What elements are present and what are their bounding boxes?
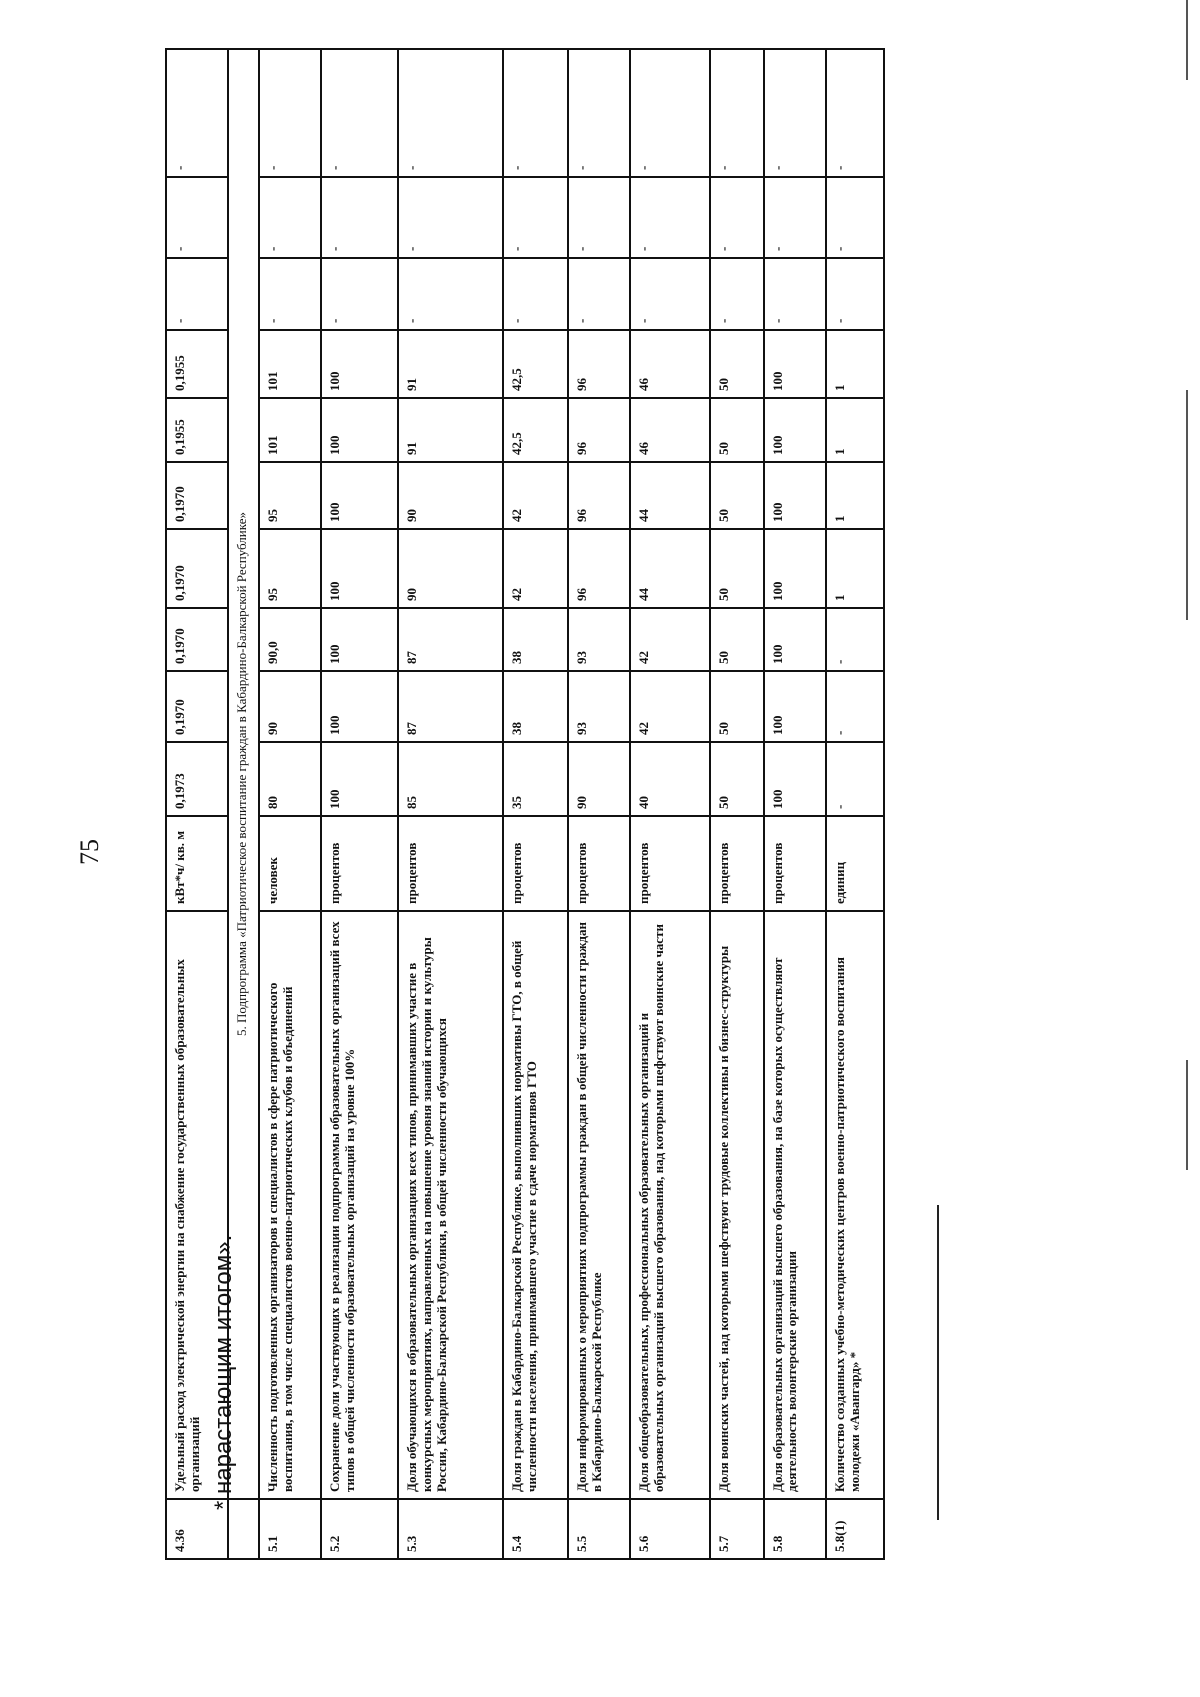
value-cell: 0,1970 xyxy=(166,608,228,671)
section-header: 5. Подпрограмма «Патриотическое воспитание граждан в Кабардино-Балкарской Республике» xyxy=(228,49,259,1499)
value-cell: - xyxy=(826,177,884,258)
value-cell: 87 xyxy=(398,671,503,742)
value-cell: - xyxy=(398,258,503,330)
value-cell: 101 xyxy=(259,398,320,462)
footnote-text: * нарастающим итогом». xyxy=(210,1234,237,1510)
indicator-name: Сохранение доли участвующих в реализации подпрограммы образовательных организаций всех типов в общей численности образовательных организаций на уровне 100% xyxy=(321,911,398,1499)
value-cell: 100 xyxy=(764,608,826,671)
value-cell: - xyxy=(630,258,710,330)
row-number: 5.5 xyxy=(568,1499,630,1559)
indicator-name: Доля граждан в Кабардино-Балкарской Республике, выполнивших нормативы ГТО, в общей численности населения, принимавшего участие в сдаче нормативов ГТО xyxy=(503,911,567,1499)
value-cell: - xyxy=(398,177,503,258)
table-row xyxy=(503,49,567,1559)
table-row xyxy=(398,49,503,1559)
value-cell: 0,1973 xyxy=(166,742,228,816)
indicator-name: Доля образовательных организаций высшего образования, на базе которых осуществляют деятельность волонтерские организации xyxy=(764,911,826,1499)
value-cell: 0,1970 xyxy=(166,462,228,529)
unit-cell: кВт*ч/ кв. м xyxy=(166,816,228,911)
value-cell: - xyxy=(826,608,884,671)
value-cell: 90 xyxy=(568,742,630,816)
indicator-name: Количество созданных учебно-методических центров военно-патриотического воспитания молодежи «Авангард» * xyxy=(826,911,884,1499)
row-number: 5.4 xyxy=(503,1499,567,1559)
row-number: 5.8(1) xyxy=(826,1499,884,1559)
table-row xyxy=(568,49,630,1559)
indicator-name: Доля воинских частей, над которыми шефствуют трудовые коллективы и бизнес-структуры xyxy=(710,911,764,1499)
value-cell: 100 xyxy=(321,330,398,398)
unit-cell: процентов xyxy=(630,816,710,911)
value-cell: - xyxy=(826,671,884,742)
value-cell: 87 xyxy=(398,608,503,671)
value-cell: - xyxy=(259,49,320,177)
indicator-name: Доля общеобразовательных, профессиональных образовательных организаций и образовательных организаций высшего образования, над которыми шефствуют воинские части xyxy=(630,911,710,1499)
value-cell: 1 xyxy=(826,462,884,529)
value-cell: 100 xyxy=(764,462,826,529)
unit-cell: процентов xyxy=(710,816,764,911)
page-number: 75 xyxy=(75,839,104,865)
table-row xyxy=(630,49,710,1559)
value-cell: 93 xyxy=(568,608,630,671)
value-cell: 46 xyxy=(630,330,710,398)
value-cell: - xyxy=(503,49,567,177)
indicators-table xyxy=(165,48,885,1560)
value-cell: - xyxy=(630,49,710,177)
value-cell: 50 xyxy=(710,529,764,608)
unit-cell: человек xyxy=(259,816,320,911)
value-cell: 40 xyxy=(630,742,710,816)
value-cell: - xyxy=(503,258,567,330)
value-cell: - xyxy=(710,177,764,258)
value-cell: 91 xyxy=(398,330,503,398)
value-cell: 1 xyxy=(826,529,884,608)
rotated-table-container xyxy=(165,50,885,1560)
value-cell: 100 xyxy=(321,398,398,462)
value-cell: - xyxy=(259,177,320,258)
value-cell: 0,1955 xyxy=(166,330,228,398)
value-cell: - xyxy=(321,49,398,177)
value-cell: 42,5 xyxy=(503,330,567,398)
value-cell: - xyxy=(166,49,228,177)
value-cell: - xyxy=(764,258,826,330)
value-cell: 50 xyxy=(710,608,764,671)
value-cell: 93 xyxy=(568,671,630,742)
footnote-divider xyxy=(937,1205,939,1520)
value-cell: 80 xyxy=(259,742,320,816)
unit-cell: процентов xyxy=(503,816,567,911)
value-cell: - xyxy=(826,258,884,330)
value-cell: 96 xyxy=(568,398,630,462)
value-cell: 90 xyxy=(398,462,503,529)
indicator-name: Доля обучающихся в образовательных организациях всех типов, принимавших участие в конкурсных мероприятиях, направленных на повышение уровня знаний истории и культуры России, Кабардино-Балкарской Республики, в общей численности обучающихся xyxy=(398,911,503,1499)
row-number: 5.3 xyxy=(398,1499,503,1559)
value-cell: 38 xyxy=(503,608,567,671)
value-cell: 95 xyxy=(259,462,320,529)
value-cell: 100 xyxy=(321,462,398,529)
value-cell: 0,1970 xyxy=(166,529,228,608)
indicator-name: Доля информированных о мероприятиях подпрограммы граждан в общей численности граждан в Кабардино-Балкарской Республике xyxy=(568,911,630,1499)
scan-edge-mark xyxy=(1186,390,1188,620)
value-cell: 42 xyxy=(630,671,710,742)
value-cell: - xyxy=(259,258,320,330)
value-cell: 50 xyxy=(710,462,764,529)
value-cell: 44 xyxy=(630,529,710,608)
value-cell: 46 xyxy=(630,398,710,462)
value-cell: 100 xyxy=(321,608,398,671)
value-cell: 100 xyxy=(764,671,826,742)
value-cell: - xyxy=(826,49,884,177)
value-cell: 90 xyxy=(259,671,320,742)
table-row xyxy=(259,49,320,1559)
value-cell: 0,1970 xyxy=(166,671,228,742)
value-cell: - xyxy=(710,49,764,177)
value-cell: - xyxy=(568,49,630,177)
value-cell: - xyxy=(630,177,710,258)
value-cell: 35 xyxy=(503,742,567,816)
value-cell: 100 xyxy=(321,671,398,742)
value-cell: - xyxy=(710,258,764,330)
value-cell: - xyxy=(321,177,398,258)
scan-edge-mark xyxy=(1186,0,1188,80)
value-cell: 90,0 xyxy=(259,608,320,671)
value-cell: 42 xyxy=(630,608,710,671)
value-cell: 50 xyxy=(710,330,764,398)
row-number: 5.8 xyxy=(764,1499,826,1559)
value-cell: 95 xyxy=(259,529,320,608)
value-cell: 91 xyxy=(398,398,503,462)
table-row xyxy=(710,49,764,1559)
indicator-name: Численность подготовленных организаторов и специалистов в сфере патриотического воспитания, в том числе специалистов военно-патриотических клубов и объединений xyxy=(259,911,320,1499)
row-number: 5.1 xyxy=(259,1499,320,1559)
row-number: 5.7 xyxy=(710,1499,764,1559)
value-cell: 38 xyxy=(503,671,567,742)
unit-cell: процентов xyxy=(568,816,630,911)
value-cell: - xyxy=(764,177,826,258)
value-cell: - xyxy=(826,742,884,816)
value-cell: 1 xyxy=(826,398,884,462)
unit-cell: единиц xyxy=(826,816,884,911)
value-cell: - xyxy=(166,177,228,258)
value-cell: - xyxy=(764,49,826,177)
row-number: 4.36 xyxy=(166,1499,228,1559)
value-cell: - xyxy=(321,258,398,330)
value-cell: - xyxy=(166,258,228,330)
value-cell: 100 xyxy=(764,330,826,398)
value-cell: 100 xyxy=(764,529,826,608)
value-cell: 90 xyxy=(398,529,503,608)
value-cell: 42 xyxy=(503,529,567,608)
table-row xyxy=(764,49,826,1559)
value-cell: - xyxy=(568,177,630,258)
table-row xyxy=(321,49,398,1559)
value-cell: 100 xyxy=(321,742,398,816)
unit-cell: процентов xyxy=(764,816,826,911)
value-cell: 50 xyxy=(710,398,764,462)
unit-cell: процентов xyxy=(321,816,398,911)
row-number: 5.2 xyxy=(321,1499,398,1559)
value-cell: 85 xyxy=(398,742,503,816)
value-cell: 44 xyxy=(630,462,710,529)
table-row xyxy=(826,49,884,1559)
value-cell: 42 xyxy=(503,462,567,529)
indicator-name: Удельный расход электрической энергии на снабжение государственных образовательных организаций xyxy=(166,911,228,1499)
value-cell: 96 xyxy=(568,330,630,398)
value-cell: 96 xyxy=(568,462,630,529)
value-cell: 100 xyxy=(764,742,826,816)
value-cell: 50 xyxy=(710,671,764,742)
value-cell: - xyxy=(503,177,567,258)
unit-cell: процентов xyxy=(398,816,503,911)
value-cell: 42,5 xyxy=(503,398,567,462)
value-cell: 101 xyxy=(259,330,320,398)
value-cell: 100 xyxy=(321,529,398,608)
value-cell: 1 xyxy=(826,330,884,398)
value-cell: - xyxy=(398,49,503,177)
value-cell: 0,1955 xyxy=(166,398,228,462)
scan-edge-mark xyxy=(1186,1060,1188,1170)
value-cell: - xyxy=(568,258,630,330)
value-cell: 96 xyxy=(568,529,630,608)
value-cell: 100 xyxy=(764,398,826,462)
value-cell: 50 xyxy=(710,742,764,816)
row-number: 5.6 xyxy=(630,1499,710,1559)
